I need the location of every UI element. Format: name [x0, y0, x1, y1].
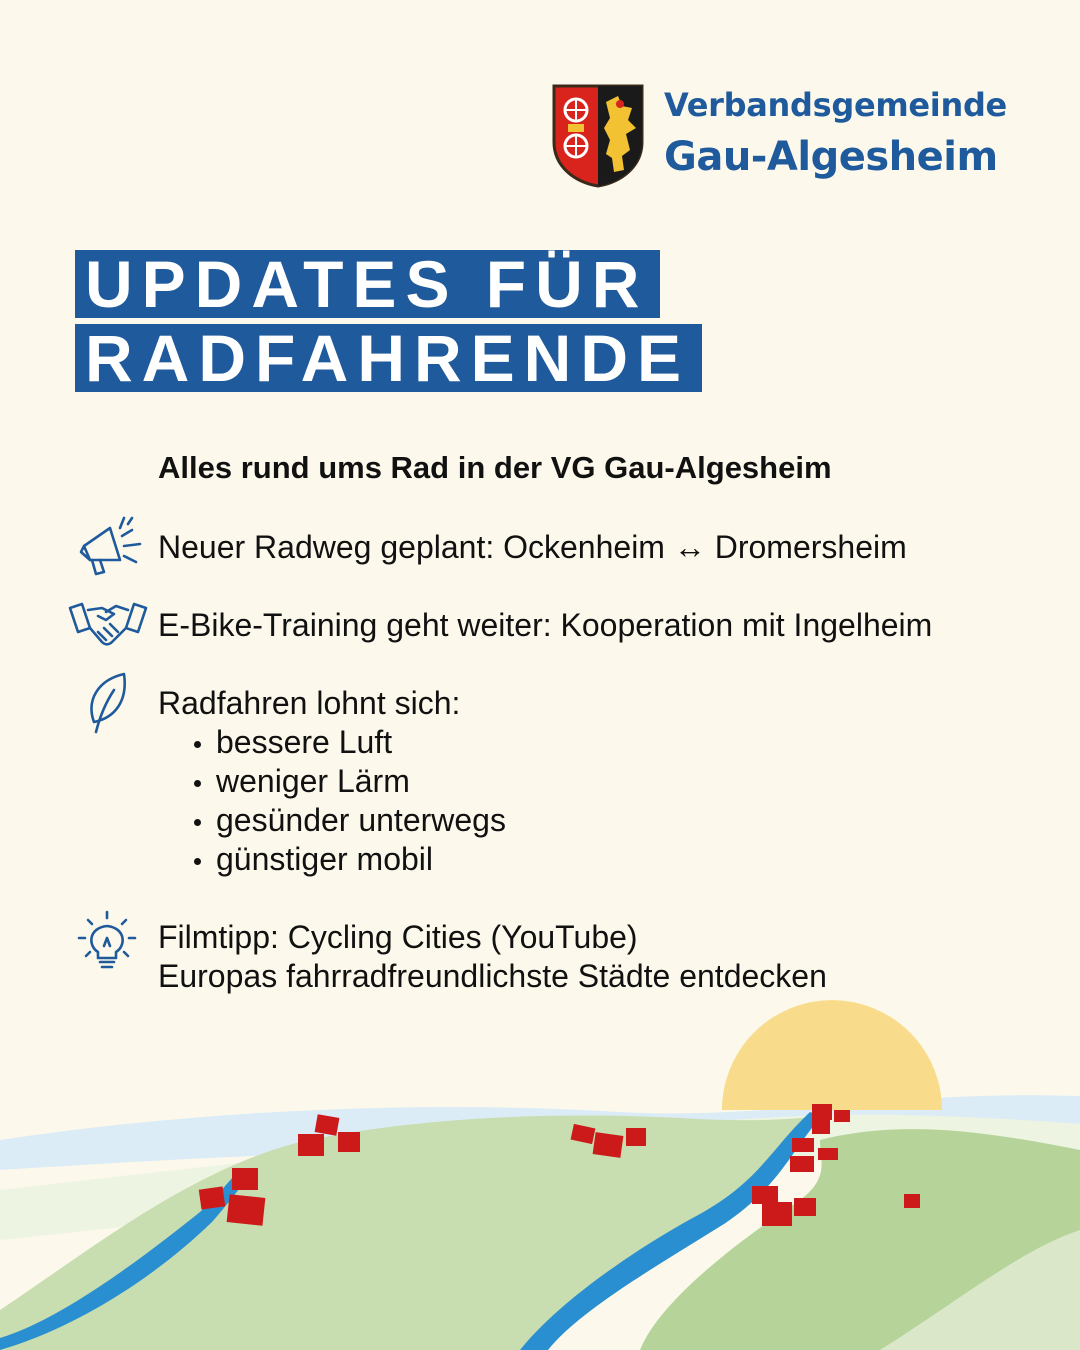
bullet-item: günstiger mobil — [216, 840, 506, 879]
list-item-filmtipp — [158, 918, 827, 996]
bullet-item: weniger Lärm — [216, 762, 506, 801]
logo-title-line2: Gau-Algesheim — [664, 134, 998, 180]
headline-line-2: RADFAHRENDE — [75, 324, 702, 392]
megaphone-icon — [78, 516, 144, 578]
sun-icon — [722, 1000, 942, 1110]
list-item-ebike — [158, 606, 932, 645]
logo-title-line1: Verbandsgemeinde — [664, 86, 1007, 124]
headline-line-1: UPDATES FÜR — [75, 250, 660, 318]
bullet-item: gesünder unterwegs — [216, 802, 506, 838]
item-text: Neuer Radweg geplant: Ockenheim ↔ Dromersheim — [158, 529, 907, 565]
headline — [75, 247, 702, 395]
item-text: Radfahren lohnt sich: — [158, 685, 461, 721]
logo — [552, 84, 1007, 188]
handshake-icon — [68, 598, 148, 650]
item-text: Filmtipp: Cycling Cities (YouTube) — [158, 919, 638, 955]
lightbulb-icon — [76, 910, 138, 974]
landscape-illustration — [0, 1000, 1080, 1350]
leaf-icon — [84, 670, 132, 734]
item-text: E-Bike-Training geht weiter: Kooperation mit Ingelheim — [158, 607, 933, 643]
item-text-secondary: Europas fahrradfreundlichste Städte entdecken — [158, 958, 827, 994]
list-item-radweg — [158, 528, 907, 567]
benefits-list — [158, 723, 506, 879]
bullet-item: bessere Luft — [216, 723, 506, 762]
coat-of-arms-icon — [552, 84, 644, 188]
subtitle: Alles rund ums Rad in der VG Gau-Algesheim — [158, 450, 832, 485]
list-item-radfahren — [158, 684, 506, 879]
